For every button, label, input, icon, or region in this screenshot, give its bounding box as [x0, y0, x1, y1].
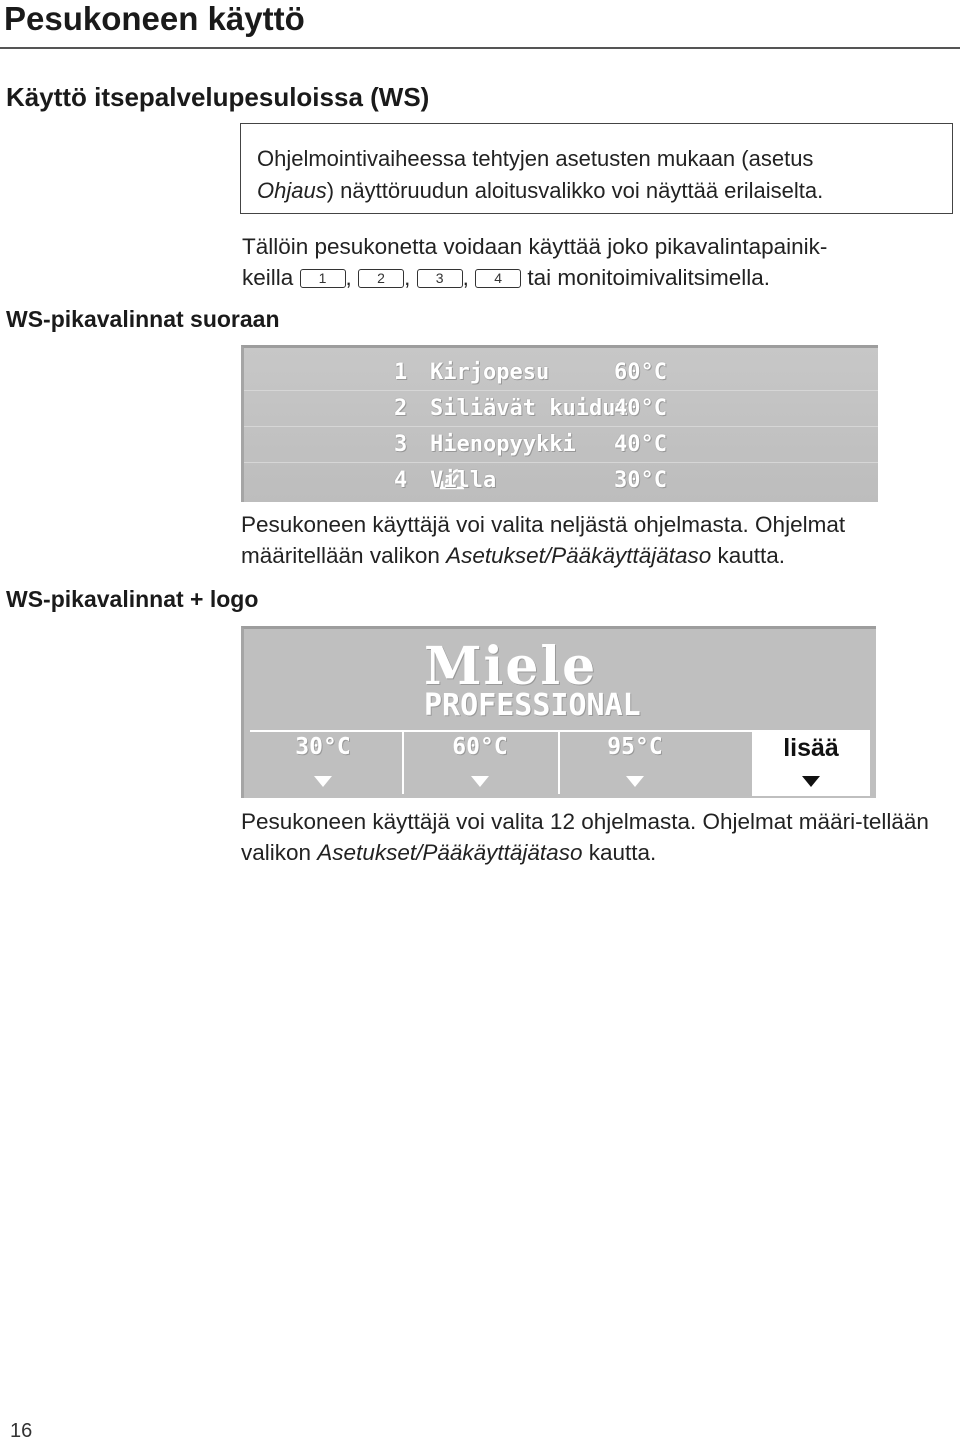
- key-separator: ,: [345, 265, 352, 290]
- description-quick-select: [241, 509, 953, 571]
- intro-line-2: [242, 262, 954, 293]
- note-line-2: [257, 175, 952, 207]
- intro-line-2-end: tai monitoimivalitsimella.: [527, 265, 770, 290]
- key-3-icon: 3: [417, 269, 463, 288]
- arrow-down-icon: [471, 776, 489, 787]
- temp-button-30[interactable]: [248, 730, 398, 796]
- program-temp: 40°C: [614, 432, 667, 457]
- intro-line-1: Tällöin pesukonetta voidaan käyttää joko pikavalintapainik-: [242, 234, 828, 259]
- arrow-down-icon: [314, 776, 332, 787]
- note-setting-name: Ohjaus: [257, 178, 327, 203]
- program-number: 1: [394, 360, 408, 385]
- program-name-with-icon: [430, 468, 497, 493]
- intro-line-2-start: keilla: [242, 265, 294, 290]
- key-4-icon: 4: [475, 269, 521, 288]
- key-separator: ,: [462, 265, 469, 290]
- description-text: Pesukoneen käyttäjä voi valita 12 ohjelmasta. Ohjelmat määri-tellään valikon: [241, 809, 929, 865]
- button-label: 95°C: [607, 734, 663, 760]
- program-temp: 60°C: [614, 360, 667, 385]
- description-text-end: kautta.: [711, 543, 786, 568]
- note-line-2-rest: ) näyttöruudun aloitusvalikko voi näyttää erilaiselta.: [326, 178, 824, 203]
- professional-logo-text: PROFESSIONAL: [424, 688, 641, 723]
- program-temp: 40°C: [614, 396, 667, 421]
- key-2-icon: 2: [358, 269, 404, 288]
- program-name: Siliävät kuidut: [430, 396, 629, 421]
- key-1-icon: 1: [300, 269, 346, 288]
- button-label: lisää: [783, 734, 839, 762]
- description-logo-select: [241, 806, 953, 868]
- menu-path: Asetukset/Pääkäyttäjätaso: [446, 543, 712, 568]
- title-divider: [0, 47, 960, 49]
- note-box: [240, 123, 953, 214]
- arrow-down-icon: [802, 776, 820, 787]
- label-ws-logo: WS-pikavalinnat + logo: [6, 586, 259, 612]
- menu-path: Asetukset/Pääkäyttäjätaso: [317, 840, 583, 865]
- program-number: 2: [394, 396, 408, 421]
- intro-paragraph: [242, 231, 954, 293]
- program-temp: 30°C: [614, 468, 667, 493]
- button-label: 30°C: [295, 734, 351, 760]
- temp-button-60[interactable]: [404, 730, 556, 796]
- row-divider: [244, 426, 878, 427]
- page-number: 16: [10, 1420, 33, 1442]
- page-title: Pesukoneen käyttö: [4, 0, 305, 37]
- key-separator: ,: [404, 265, 411, 290]
- row-divider: [244, 462, 878, 463]
- arrow-down-icon: [626, 776, 644, 787]
- display-quick-select: [241, 345, 878, 502]
- button-label: 60°C: [452, 734, 508, 760]
- program-name: Hienopyykki: [430, 432, 576, 457]
- section-title: Käyttö itsepalvelupesuloissa (WS): [6, 82, 430, 112]
- program-name: Villa: [430, 468, 497, 493]
- miele-logo: Miele: [424, 636, 598, 697]
- description-text: Pesukoneen käyttäjä voi valita neljästä ohjelmasta. Ohjelmat määritellään valikon: [241, 512, 846, 568]
- label-ws-direct: WS-pikavalinnat suoraan: [6, 306, 280, 332]
- more-button[interactable]: [752, 730, 870, 796]
- program-number: 4: [394, 468, 408, 493]
- description-text-end: kautta.: [582, 840, 657, 865]
- program-name: Kirjopesu: [430, 360, 550, 385]
- row-divider: [244, 390, 878, 391]
- temp-button-95[interactable]: [560, 730, 710, 796]
- note-line-1: Ohjelmointivaiheessa tehtyjen asetusten mukaan (asetus: [257, 146, 814, 171]
- program-number: 3: [394, 432, 408, 457]
- display-logo-select: [241, 626, 876, 798]
